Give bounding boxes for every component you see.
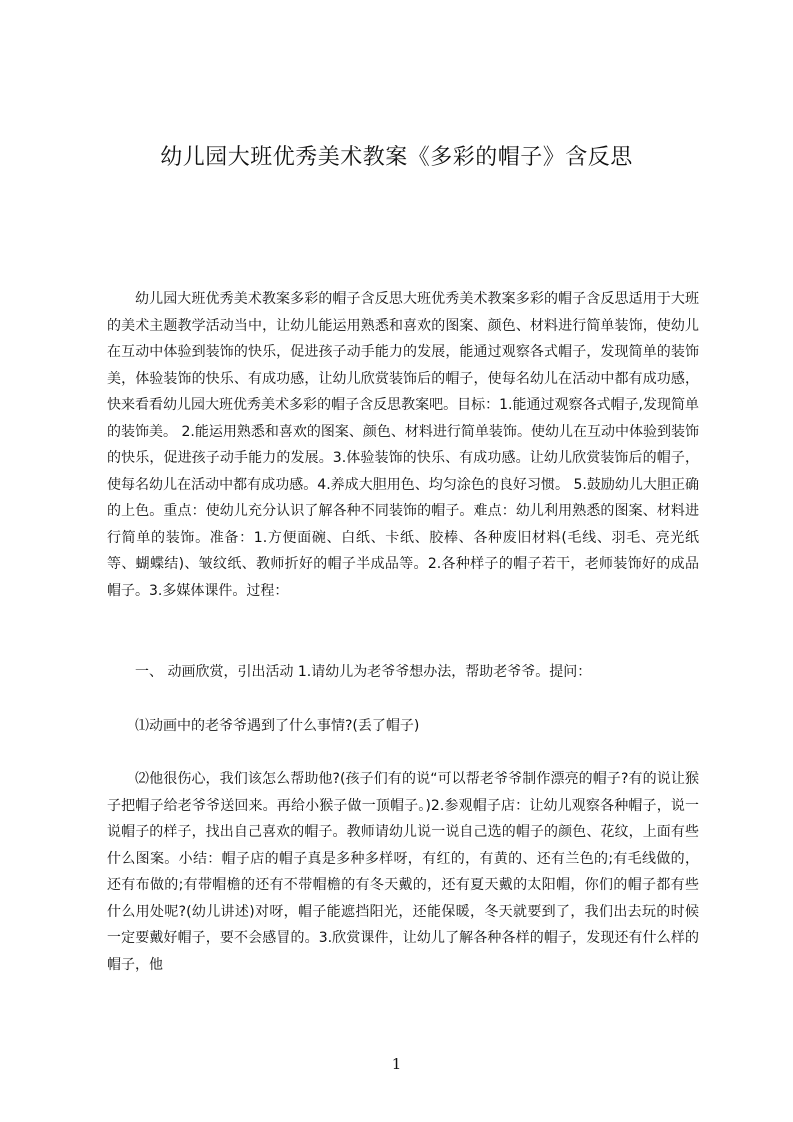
page-number: 1 <box>391 1055 402 1073</box>
document-title: 幼儿园大班优秀美术教案《多彩的帽子》含反思 <box>160 145 633 170</box>
paragraph-intro: 幼儿园大班优秀美术教案多彩的帽子含反思大班优秀美术教案多彩的帽子含反思适用于大班的美术主题教学活动当中，让幼儿能运用熟悉和喜欢的图案、颜色、材料进行简单装饰，使幼儿在互动中体验到装饰的快乐，促进孩子动手能力的发展，能通过观察各式帽子，发现简单的装饰美，体验装饰的快乐、有成功感，让幼儿欣赏装饰后的帽子，使每名幼儿在活动中都有成功感，快来看看幼儿园大班优秀美术多彩的帽子含反思教案吧。目标：1.能通过观察各式帽子,发现简单的装饰美。 2.能运用熟悉和喜欢的图案、颜色、材料进行简单装饰。使幼儿在互动中体验到装饰的快乐，促进孩子动手能力的发展。3.体验装饰的快乐、有成功感。让幼儿欣赏装饰后的帽子，使每名幼儿在活动中都有成功感。4.养成大胆用色、均匀涂色的良好习惯。 5.鼓励幼儿大胆正确的上色。重点：使幼儿充分认识了解各种不同装饰的帽子。难点：幼儿利用熟悉的图案、材料进行简单的装饰。准备：1.方便面碗、白纸、卡纸、胶棒、各种废旧材料(毛线、羽毛、亮光纸等、蝴蝶结)、皱纹纸、教师折好的帽子半成品等。2.各种样子的帽子若干，老师装饰好的成品帽子。3.多媒体课件。过程： <box>107 291 699 599</box>
paragraph-question-two: ⑵他很伤心，我们该怎么帮助他?(孩子们有的说“可以帮老爷爷制作漂亮的帽子?有的说让猴子把帽子给老爷爷送回来。再给小猴子做一顶帽子。)2.参观帽子店：让幼儿观察各种帽子，说一说帽子的样子，找出自己喜欢的帽子。教师请幼儿说一说自己选的帽子的颜色、花纹，上面有些什么图案。小结：帽子店的帽子真是多种多样呀，有红的，有黄的、还有兰色的;有毛线做的，还有布做的;有带帽檐的还有不带帽檐的有冬天戴的，还有夏天戴的太阳帽，你们的帽子都有些什么用处呢?(幼儿讲述)对呀，帽子能遮挡阳光，还能保暖，冬天就要到了，我们出去玩的时候一定要戴好帽子，要不会感冒的。3.欣赏课件，让幼儿了解各种各样的帽子，发现还有什么样的帽子，他 <box>107 771 699 973</box>
paragraph-question-one: ⑴动画中的老爷爷遇到了什么事情?(丢了帽子) <box>135 718 420 734</box>
paragraph-step-one: 一、 动画欣赏，引出活动 1.请幼儿为老爷爷想办法，帮助老爷爷。提问： <box>135 664 592 680</box>
